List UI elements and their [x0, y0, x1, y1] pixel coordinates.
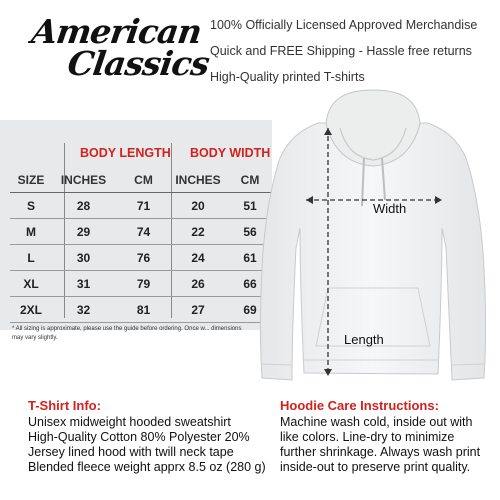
cell-width-cm: 66: [243, 276, 257, 291]
hoodie-illustration: [248, 88, 500, 390]
tshirt-info-line: Unisex midweight hooded sweatshirt: [28, 415, 231, 429]
body-length-header: BODY LENGTH: [80, 146, 171, 160]
table-row: [10, 193, 276, 219]
cell-size: S: [26, 198, 35, 213]
col-width-inches: INCHES: [175, 172, 221, 187]
cell-width-inches: 22: [191, 224, 205, 239]
cell-length-cm: 76: [136, 250, 151, 265]
cell-size: M: [26, 224, 36, 239]
cell-width-inches: 27: [191, 302, 205, 317]
cell-length-inches: 30: [76, 250, 91, 265]
tshirt-info-line: Blended fleece weight apprx 8.5 oz (280 g): [28, 460, 266, 474]
tshirt-info-line: High-Quality Cotton 80% Polyester 20%: [28, 430, 250, 444]
feature-item: 100% Officially Licensed Approved Merchandise: [210, 18, 478, 32]
care-line: like colors. Line-dry to minimize: [280, 430, 455, 444]
cell-size: L: [27, 250, 35, 265]
cell-width-cm: 69: [243, 302, 257, 317]
cell-length-inches: 28: [76, 198, 91, 213]
cell-width-cm: 56: [243, 224, 257, 239]
cell-length-cm: 79: [136, 276, 151, 291]
cell-length-inches: 29: [76, 224, 91, 239]
tshirt-info-list: [28, 415, 266, 475]
col-width-cm: CM: [240, 172, 260, 187]
cell-width-cm: 51: [243, 198, 257, 213]
table-header-row: [10, 167, 276, 193]
cell-width-inches: 20: [191, 198, 205, 213]
cell-length-inches: 32: [76, 302, 91, 317]
size-chart-table: [10, 167, 276, 323]
col-length-inches: INCHES: [60, 172, 107, 187]
cell-length-cm: 81: [136, 302, 151, 317]
tshirt-info-title: T-Shirt Info:: [28, 398, 101, 413]
tshirt-info-line: Jersey lined hood with twill neck tape: [28, 445, 234, 459]
col-length-cm: CM: [134, 172, 153, 187]
logo-word-classics: Classics: [65, 44, 212, 83]
cell-width-inches: 24: [191, 250, 205, 265]
care-line: inside-out to preserve print quality.: [280, 460, 471, 474]
feature-list: [210, 12, 477, 90]
cell-size: XL: [23, 276, 39, 291]
cell-length-inches: 31: [76, 276, 91, 291]
feature-item: High-Quality printed T-shirts: [210, 70, 365, 84]
care-list: [280, 415, 480, 475]
table-row: [10, 219, 276, 245]
care-title: Hoodie Care Instructions:: [280, 398, 439, 413]
cell-size: 2XL: [19, 302, 42, 317]
table-row: [10, 271, 276, 297]
care-line: further shrinkage. Always wash print: [280, 445, 481, 459]
cell-length-cm: 71: [136, 198, 151, 213]
col-size: SIZE: [17, 172, 45, 187]
logo-word-american: American: [29, 12, 204, 51]
cell-length-cm: 74: [136, 224, 151, 239]
care-line: Machine wash cold, inside out with: [280, 415, 473, 429]
width-label: Width: [373, 201, 407, 216]
brand-logo: [10, 12, 212, 83]
cell-width-inches: 26: [191, 276, 205, 291]
length-label: Length: [344, 332, 384, 347]
table-row: [10, 245, 276, 271]
body-width-header: BODY WIDTH: [190, 146, 271, 160]
feature-item: Quick and FREE Shipping - Hassle free returns: [210, 44, 472, 58]
table-row: [10, 297, 276, 323]
sizing-note: * All sizing is approximate, please use the guide before ordering. Once w... dimensions may vary slightly.: [12, 326, 242, 341]
cell-width-cm: 61: [243, 250, 257, 265]
